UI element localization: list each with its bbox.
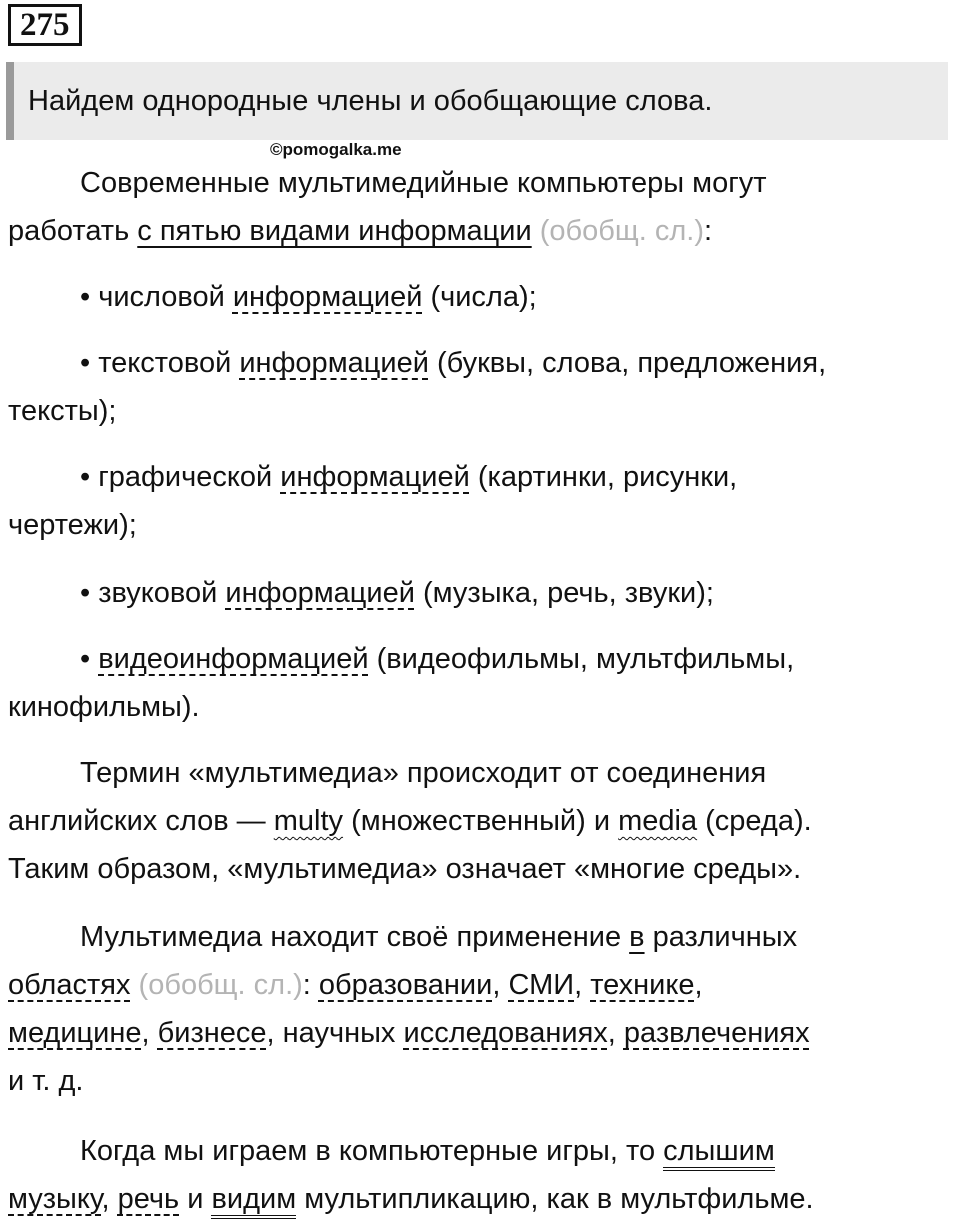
note-label: (обобщ. сл.) bbox=[539, 215, 704, 247]
paragraph-line: музыку, речь и видим мультипликацию, как в мультфильме. bbox=[8, 1176, 954, 1222]
list-item-cont: кинофильмы). bbox=[8, 691, 200, 723]
note-label: (обобщ. сл.) bbox=[138, 969, 303, 1001]
foreign-word: multy bbox=[273, 805, 344, 837]
predicate: видим bbox=[211, 1183, 296, 1219]
paragraph-line: работать с пятью видами информации (обобщ. сл.): bbox=[8, 215, 713, 247]
paragraph-line: Термин «мультимедиа» происходит от соединения bbox=[80, 757, 767, 789]
task-number: 275 bbox=[8, 4, 82, 46]
preposition: в bbox=[629, 921, 645, 953]
homogeneous-member: медицине bbox=[8, 1017, 142, 1049]
generalizing-word: с пятью видами информации bbox=[137, 215, 532, 247]
watermark: ©pomogalka.me bbox=[270, 140, 402, 159]
homogeneous-member: информацией bbox=[239, 347, 429, 379]
paragraph-line: областях (обобщ. сл.): образовании, СМИ, технике, bbox=[8, 969, 703, 1001]
paragraph-line: медицине, бизнесе, научных исследованиях, развлечениях bbox=[8, 1017, 810, 1049]
predicate: слышим bbox=[663, 1135, 775, 1171]
homogeneous-member: СМИ bbox=[508, 969, 575, 1001]
list-item: • числовой информацией (числа); bbox=[80, 281, 537, 313]
homogeneous-member: музыку bbox=[8, 1183, 102, 1215]
list-item: • графической информацией (картинки, рисунки, bbox=[80, 461, 738, 493]
list-item: • видеоинформацией (видеофильмы, мультфильмы, bbox=[80, 643, 795, 675]
paragraph-line: английских слов — multy (множественный) и media (среда). bbox=[8, 805, 812, 837]
list-item: • текстовой информацией (буквы, слова, предложения, bbox=[80, 347, 827, 379]
homogeneous-member: развлечениях bbox=[623, 1017, 810, 1049]
homogeneous-member: исследованиях bbox=[403, 1017, 608, 1049]
homogeneous-member: речь bbox=[117, 1183, 180, 1215]
list-item-cont: чертежи); bbox=[8, 509, 137, 541]
list-item: • звуковой информацией (музыка, речь, звуки); bbox=[80, 577, 714, 609]
paragraph-line: Современные мультимедийные компьютеры могут bbox=[80, 167, 767, 199]
generalizing-word: областях bbox=[8, 969, 131, 1001]
homogeneous-member: информацией bbox=[232, 281, 423, 313]
homogeneous-member: информацией bbox=[280, 461, 470, 493]
homogeneous-member: образовании bbox=[318, 969, 493, 1001]
paragraph-line: Когда мы играем в компьютерные игры, то слышим bbox=[8, 1128, 960, 1174]
paragraph-line: Мультимедиа находит своё применение в различных bbox=[80, 921, 798, 953]
homogeneous-member: технике bbox=[590, 969, 695, 1001]
task-instruction: Найдем однородные члены и обобщающие слова. bbox=[6, 62, 948, 140]
paragraph-line: и т. д. bbox=[8, 1065, 84, 1097]
foreign-word: media bbox=[618, 805, 698, 837]
homogeneous-member: видеоинформацией bbox=[98, 643, 369, 675]
paragraph-line: Таким образом, «мультимедиа» означает «многие среды». bbox=[8, 853, 802, 885]
list-item-cont: тексты); bbox=[8, 395, 117, 427]
homogeneous-member: бизнесе bbox=[157, 1017, 267, 1049]
homogeneous-member: информацией bbox=[225, 577, 415, 609]
